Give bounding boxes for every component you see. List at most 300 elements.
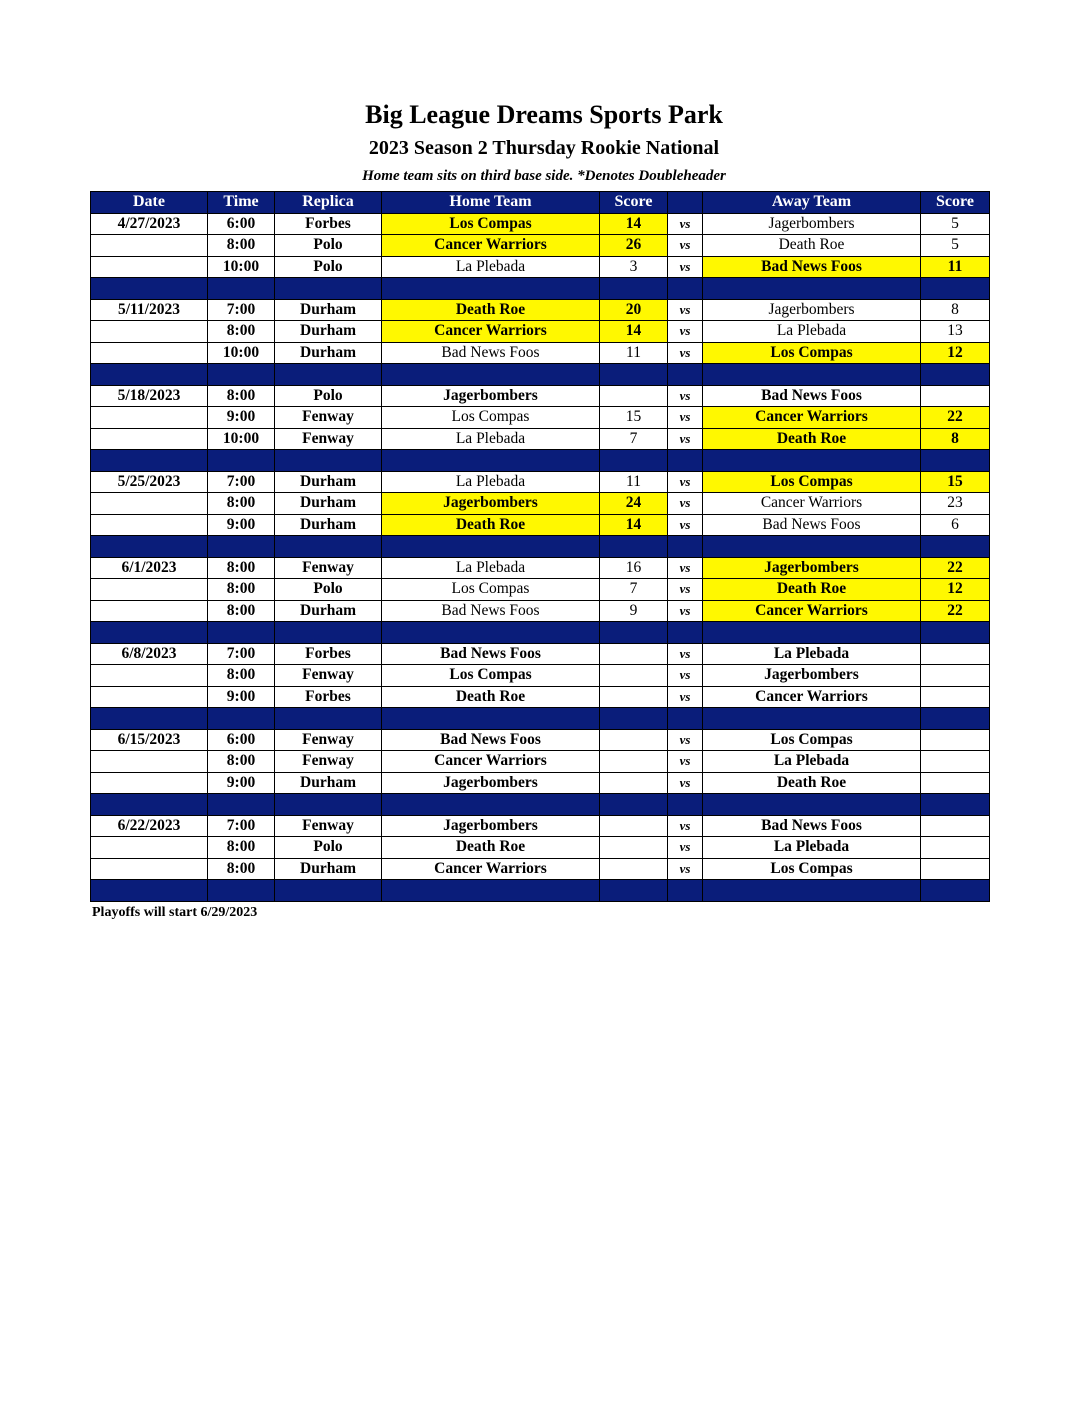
cell-time: 7:00: [208, 815, 275, 837]
cell-time: 9:00: [208, 407, 275, 429]
separator-cell: [91, 278, 208, 300]
header-away-score: Score: [921, 192, 990, 214]
cell-away-score: 6: [921, 514, 990, 536]
cell-home-score: [600, 686, 668, 708]
header-date: Date: [91, 192, 208, 214]
cell-date: 5/11/2023: [91, 299, 208, 321]
separator-cell: [703, 794, 921, 816]
cell-home-score: [600, 837, 668, 859]
separator-cell: [703, 450, 921, 472]
cell-replica: Durham: [275, 493, 382, 515]
cell-vs: vs: [668, 385, 703, 407]
separator-cell: [275, 880, 382, 902]
cell-time: 8:00: [208, 235, 275, 257]
cell-date: [91, 428, 208, 450]
separator-cell: [91, 794, 208, 816]
cell-vs: vs: [668, 428, 703, 450]
separator-cell: [703, 278, 921, 300]
cell-away-score: 22: [921, 407, 990, 429]
cell-time: 6:00: [208, 729, 275, 751]
cell-home-score: [600, 751, 668, 773]
week-separator: [91, 708, 990, 730]
cell-home-team: Death Roe: [382, 514, 600, 536]
table-row: [91, 600, 990, 622]
schedule-table: [90, 191, 990, 902]
separator-cell: [275, 536, 382, 558]
cell-date: [91, 686, 208, 708]
week-separator: [91, 536, 990, 558]
cell-time: 7:00: [208, 643, 275, 665]
cell-date: 6/1/2023: [91, 557, 208, 579]
separator-cell: [275, 622, 382, 644]
table-row: [91, 837, 990, 859]
cell-away-score: 22: [921, 600, 990, 622]
table-row: [91, 643, 990, 665]
cell-replica: Fenway: [275, 557, 382, 579]
separator-cell: [275, 794, 382, 816]
header-replica: Replica: [275, 192, 382, 214]
table-row: [91, 342, 990, 364]
cell-time: 9:00: [208, 772, 275, 794]
cell-away-team: Cancer Warriors: [703, 600, 921, 622]
separator-cell: [600, 364, 668, 386]
cell-date: [91, 837, 208, 859]
cell-away-score: [921, 772, 990, 794]
header-home-score: Score: [600, 192, 668, 214]
separator-cell: [668, 880, 703, 902]
separator-cell: [91, 364, 208, 386]
cell-away-team: La Plebada: [703, 751, 921, 773]
table-row: [91, 321, 990, 343]
cell-time: 9:00: [208, 514, 275, 536]
cell-time: 8:00: [208, 858, 275, 880]
separator-cell: [208, 794, 275, 816]
cell-away-team: Cancer Warriors: [703, 407, 921, 429]
separator-cell: [208, 622, 275, 644]
cell-home-score: 26: [600, 235, 668, 257]
cell-vs: vs: [668, 772, 703, 794]
separator-cell: [91, 450, 208, 472]
cell-away-team: Death Roe: [703, 235, 921, 257]
header-vs: [668, 192, 703, 214]
cell-time: 8:00: [208, 665, 275, 687]
cell-home-team: Los Compas: [382, 665, 600, 687]
table-row: [91, 213, 990, 235]
cell-vs: vs: [668, 729, 703, 751]
header-home-team: Home Team: [382, 192, 600, 214]
cell-home-score: 14: [600, 213, 668, 235]
cell-vs: vs: [668, 858, 703, 880]
cell-away-score: [921, 751, 990, 773]
cell-away-team: La Plebada: [703, 643, 921, 665]
cell-replica: Durham: [275, 772, 382, 794]
cell-away-team: Death Roe: [703, 772, 921, 794]
cell-date: [91, 514, 208, 536]
cell-home-team: Los Compas: [382, 213, 600, 235]
cell-home-team: Jagerbombers: [382, 815, 600, 837]
separator-cell: [600, 278, 668, 300]
cell-vs: vs: [668, 751, 703, 773]
cell-away-score: 12: [921, 342, 990, 364]
cell-home-score: 16: [600, 557, 668, 579]
cell-away-score: 22: [921, 557, 990, 579]
week-separator: [91, 794, 990, 816]
cell-home-team: Jagerbombers: [382, 385, 600, 407]
cell-vs: vs: [668, 235, 703, 257]
cell-date: [91, 665, 208, 687]
cell-replica: Durham: [275, 342, 382, 364]
separator-cell: [382, 622, 600, 644]
separator-cell: [703, 708, 921, 730]
cell-away-team: Los Compas: [703, 729, 921, 751]
cell-time: 10:00: [208, 256, 275, 278]
cell-vs: vs: [668, 643, 703, 665]
cell-vs: vs: [668, 665, 703, 687]
cell-away-team: Bad News Foos: [703, 385, 921, 407]
cell-away-team: Jagerbombers: [703, 299, 921, 321]
separator-cell: [275, 450, 382, 472]
separator-cell: [382, 880, 600, 902]
cell-away-team: Jagerbombers: [703, 665, 921, 687]
table-row: [91, 772, 990, 794]
separator-cell: [275, 278, 382, 300]
separator-cell: [208, 880, 275, 902]
cell-away-team: Cancer Warriors: [703, 493, 921, 515]
week-separator: [91, 364, 990, 386]
cell-home-team: Bad News Foos: [382, 342, 600, 364]
cell-away-score: [921, 858, 990, 880]
cell-time: 6:00: [208, 213, 275, 235]
cell-away-team: Bad News Foos: [703, 815, 921, 837]
cell-time: 9:00: [208, 686, 275, 708]
separator-cell: [91, 536, 208, 558]
separator-cell: [668, 794, 703, 816]
cell-date: [91, 235, 208, 257]
table-row: [91, 729, 990, 751]
table-row: [91, 665, 990, 687]
separator-cell: [921, 450, 990, 472]
cell-home-team: Bad News Foos: [382, 643, 600, 665]
separator-cell: [703, 880, 921, 902]
cell-away-score: [921, 643, 990, 665]
cell-home-score: 3: [600, 256, 668, 278]
cell-home-score: [600, 665, 668, 687]
cell-home-score: [600, 729, 668, 751]
cell-home-team: Cancer Warriors: [382, 858, 600, 880]
cell-home-score: [600, 815, 668, 837]
separator-cell: [91, 622, 208, 644]
table-row: [91, 471, 990, 493]
separator-cell: [703, 364, 921, 386]
separator-cell: [275, 708, 382, 730]
header-time: Time: [208, 192, 275, 214]
cell-date: [91, 751, 208, 773]
cell-vs: vs: [668, 514, 703, 536]
cell-home-score: [600, 643, 668, 665]
cell-home-team: Bad News Foos: [382, 600, 600, 622]
cell-away-score: 23: [921, 493, 990, 515]
separator-cell: [668, 364, 703, 386]
cell-away-team: Jagerbombers: [703, 213, 921, 235]
cell-vs: vs: [668, 600, 703, 622]
page-subtitle: 2023 Season 2 Thursday Rookie National: [368, 137, 720, 159]
header-away-team: Away Team: [703, 192, 921, 214]
cell-home-score: [600, 858, 668, 880]
cell-time: 10:00: [208, 342, 275, 364]
separator-cell: [600, 794, 668, 816]
separator-cell: [382, 364, 600, 386]
cell-time: 8:00: [208, 493, 275, 515]
cell-away-score: 5: [921, 213, 990, 235]
cell-away-team: Bad News Foos: [703, 514, 921, 536]
cell-home-team: Death Roe: [382, 686, 600, 708]
separator-cell: [600, 622, 668, 644]
cell-replica: Fenway: [275, 815, 382, 837]
cell-away-team: La Plebada: [703, 837, 921, 859]
cell-vs: vs: [668, 407, 703, 429]
cell-away-score: 15: [921, 471, 990, 493]
separator-cell: [921, 364, 990, 386]
cell-home-score: 11: [600, 342, 668, 364]
cell-home-score: 7: [600, 579, 668, 601]
cell-home-team: La Plebada: [382, 471, 600, 493]
cell-home-score: 15: [600, 407, 668, 429]
cell-date: 4/27/2023: [91, 213, 208, 235]
cell-vs: vs: [668, 342, 703, 364]
table-row: [91, 858, 990, 880]
separator-cell: [208, 364, 275, 386]
separator-cell: [668, 708, 703, 730]
cell-date: [91, 407, 208, 429]
separator-cell: [382, 794, 600, 816]
cell-time: 8:00: [208, 837, 275, 859]
cell-replica: Fenway: [275, 407, 382, 429]
cell-replica: Fenway: [275, 428, 382, 450]
cell-replica: Durham: [275, 600, 382, 622]
cell-home-score: 9: [600, 600, 668, 622]
cell-away-score: [921, 815, 990, 837]
cell-date: [91, 256, 208, 278]
separator-cell: [208, 278, 275, 300]
cell-time: 7:00: [208, 299, 275, 321]
table-header-row: [91, 192, 990, 214]
separator-cell: [91, 880, 208, 902]
table-row: [91, 579, 990, 601]
cell-replica: Forbes: [275, 686, 382, 708]
cell-time: 8:00: [208, 321, 275, 343]
separator-cell: [275, 364, 382, 386]
cell-replica: Forbes: [275, 643, 382, 665]
cell-away-team: La Plebada: [703, 321, 921, 343]
table-row: [91, 514, 990, 536]
cell-home-team: Jagerbombers: [382, 772, 600, 794]
cell-date: 6/15/2023: [91, 729, 208, 751]
cell-away-team: Jagerbombers: [703, 557, 921, 579]
separator-cell: [600, 880, 668, 902]
cell-date: [91, 858, 208, 880]
cell-vs: vs: [668, 686, 703, 708]
schedule-body: [91, 213, 990, 901]
separator-cell: [921, 880, 990, 902]
cell-away-score: 11: [921, 256, 990, 278]
cell-home-score: 7: [600, 428, 668, 450]
cell-home-team: Jagerbombers: [382, 493, 600, 515]
cell-date: [91, 321, 208, 343]
cell-away-score: [921, 686, 990, 708]
cell-home-team: Cancer Warriors: [382, 321, 600, 343]
cell-date: 6/8/2023: [91, 643, 208, 665]
cell-replica: Durham: [275, 321, 382, 343]
cell-away-score: 12: [921, 579, 990, 601]
cell-away-team: Los Compas: [703, 858, 921, 880]
separator-cell: [921, 622, 990, 644]
cell-vs: vs: [668, 557, 703, 579]
cell-replica: Polo: [275, 579, 382, 601]
cell-home-team: La Plebada: [382, 428, 600, 450]
cell-vs: vs: [668, 299, 703, 321]
separator-cell: [703, 536, 921, 558]
table-row: [91, 493, 990, 515]
separator-cell: [600, 708, 668, 730]
table-row: [91, 235, 990, 257]
cell-home-team: Los Compas: [382, 407, 600, 429]
cell-away-score: 5: [921, 235, 990, 257]
separator-cell: [921, 794, 990, 816]
cell-replica: Polo: [275, 385, 382, 407]
cell-time: 7:00: [208, 471, 275, 493]
cell-replica: Polo: [275, 235, 382, 257]
cell-away-score: 13: [921, 321, 990, 343]
separator-cell: [382, 278, 600, 300]
cell-time: 8:00: [208, 385, 275, 407]
cell-away-team: Bad News Foos: [703, 256, 921, 278]
cell-replica: Durham: [275, 299, 382, 321]
cell-away-team: Death Roe: [703, 428, 921, 450]
separator-cell: [600, 536, 668, 558]
separator-cell: [91, 708, 208, 730]
separator-cell: [921, 278, 990, 300]
table-row: [91, 256, 990, 278]
table-row: [91, 407, 990, 429]
cell-home-score: 20: [600, 299, 668, 321]
cell-replica: Durham: [275, 471, 382, 493]
week-separator: [91, 880, 990, 902]
cell-home-team: Cancer Warriors: [382, 751, 600, 773]
cell-vs: vs: [668, 213, 703, 235]
table-row: [91, 686, 990, 708]
cell-replica: Polo: [275, 256, 382, 278]
cell-vs: vs: [668, 471, 703, 493]
cell-away-score: [921, 385, 990, 407]
cell-time: 10:00: [208, 428, 275, 450]
cell-vs: vs: [668, 579, 703, 601]
cell-home-team: Los Compas: [382, 579, 600, 601]
cell-vs: vs: [668, 815, 703, 837]
page-title: Big League Dreams Sports Park: [365, 100, 723, 129]
cell-away-team: Los Compas: [703, 471, 921, 493]
playoffs-note: Playoffs will start 6/29/2023: [92, 905, 258, 920]
table-row: [91, 557, 990, 579]
separator-cell: [600, 450, 668, 472]
schedule-note: Home team sits on third base side. *Denotes Doubleheader: [362, 168, 726, 184]
separator-cell: [668, 622, 703, 644]
cell-time: 8:00: [208, 600, 275, 622]
separator-cell: [668, 536, 703, 558]
cell-replica: Fenway: [275, 751, 382, 773]
cell-replica: Forbes: [275, 213, 382, 235]
separator-cell: [208, 708, 275, 730]
cell-home-team: La Plebada: [382, 557, 600, 579]
week-separator: [91, 450, 990, 472]
cell-date: [91, 493, 208, 515]
separator-cell: [921, 708, 990, 730]
cell-home-score: [600, 772, 668, 794]
week-separator: [91, 278, 990, 300]
cell-away-team: Los Compas: [703, 342, 921, 364]
separator-cell: [382, 450, 600, 472]
separator-cell: [208, 450, 275, 472]
separator-cell: [208, 536, 275, 558]
cell-home-team: Death Roe: [382, 837, 600, 859]
table-row: [91, 299, 990, 321]
cell-away-score: 8: [921, 299, 990, 321]
cell-replica: Fenway: [275, 665, 382, 687]
cell-date: [91, 600, 208, 622]
separator-cell: [668, 278, 703, 300]
cell-home-score: [600, 385, 668, 407]
cell-time: 8:00: [208, 579, 275, 601]
cell-date: [91, 772, 208, 794]
separator-cell: [921, 536, 990, 558]
table-row: [91, 751, 990, 773]
cell-away-score: 8: [921, 428, 990, 450]
cell-vs: vs: [668, 837, 703, 859]
cell-away-score: [921, 729, 990, 751]
cell-vs: vs: [668, 321, 703, 343]
table-row: [91, 385, 990, 407]
table-row: [91, 428, 990, 450]
separator-cell: [668, 450, 703, 472]
cell-time: 8:00: [208, 751, 275, 773]
cell-vs: vs: [668, 256, 703, 278]
cell-date: [91, 579, 208, 601]
cell-date: 6/22/2023: [91, 815, 208, 837]
cell-home-score: 11: [600, 471, 668, 493]
cell-home-score: 24: [600, 493, 668, 515]
table-row: [91, 815, 990, 837]
cell-time: 8:00: [208, 557, 275, 579]
cell-vs: vs: [668, 493, 703, 515]
cell-home-score: 14: [600, 514, 668, 536]
cell-date: [91, 342, 208, 364]
cell-date: 5/25/2023: [91, 471, 208, 493]
cell-away-score: [921, 665, 990, 687]
separator-cell: [703, 622, 921, 644]
cell-home-team: La Plebada: [382, 256, 600, 278]
cell-replica: Fenway: [275, 729, 382, 751]
separator-cell: [382, 536, 600, 558]
cell-replica: Durham: [275, 858, 382, 880]
cell-away-team: Cancer Warriors: [703, 686, 921, 708]
separator-cell: [382, 708, 600, 730]
cell-replica: Polo: [275, 837, 382, 859]
cell-away-team: Death Roe: [703, 579, 921, 601]
cell-home-team: Cancer Warriors: [382, 235, 600, 257]
cell-replica: Durham: [275, 514, 382, 536]
cell-away-score: [921, 837, 990, 859]
cell-home-team: Death Roe: [382, 299, 600, 321]
cell-home-score: 14: [600, 321, 668, 343]
